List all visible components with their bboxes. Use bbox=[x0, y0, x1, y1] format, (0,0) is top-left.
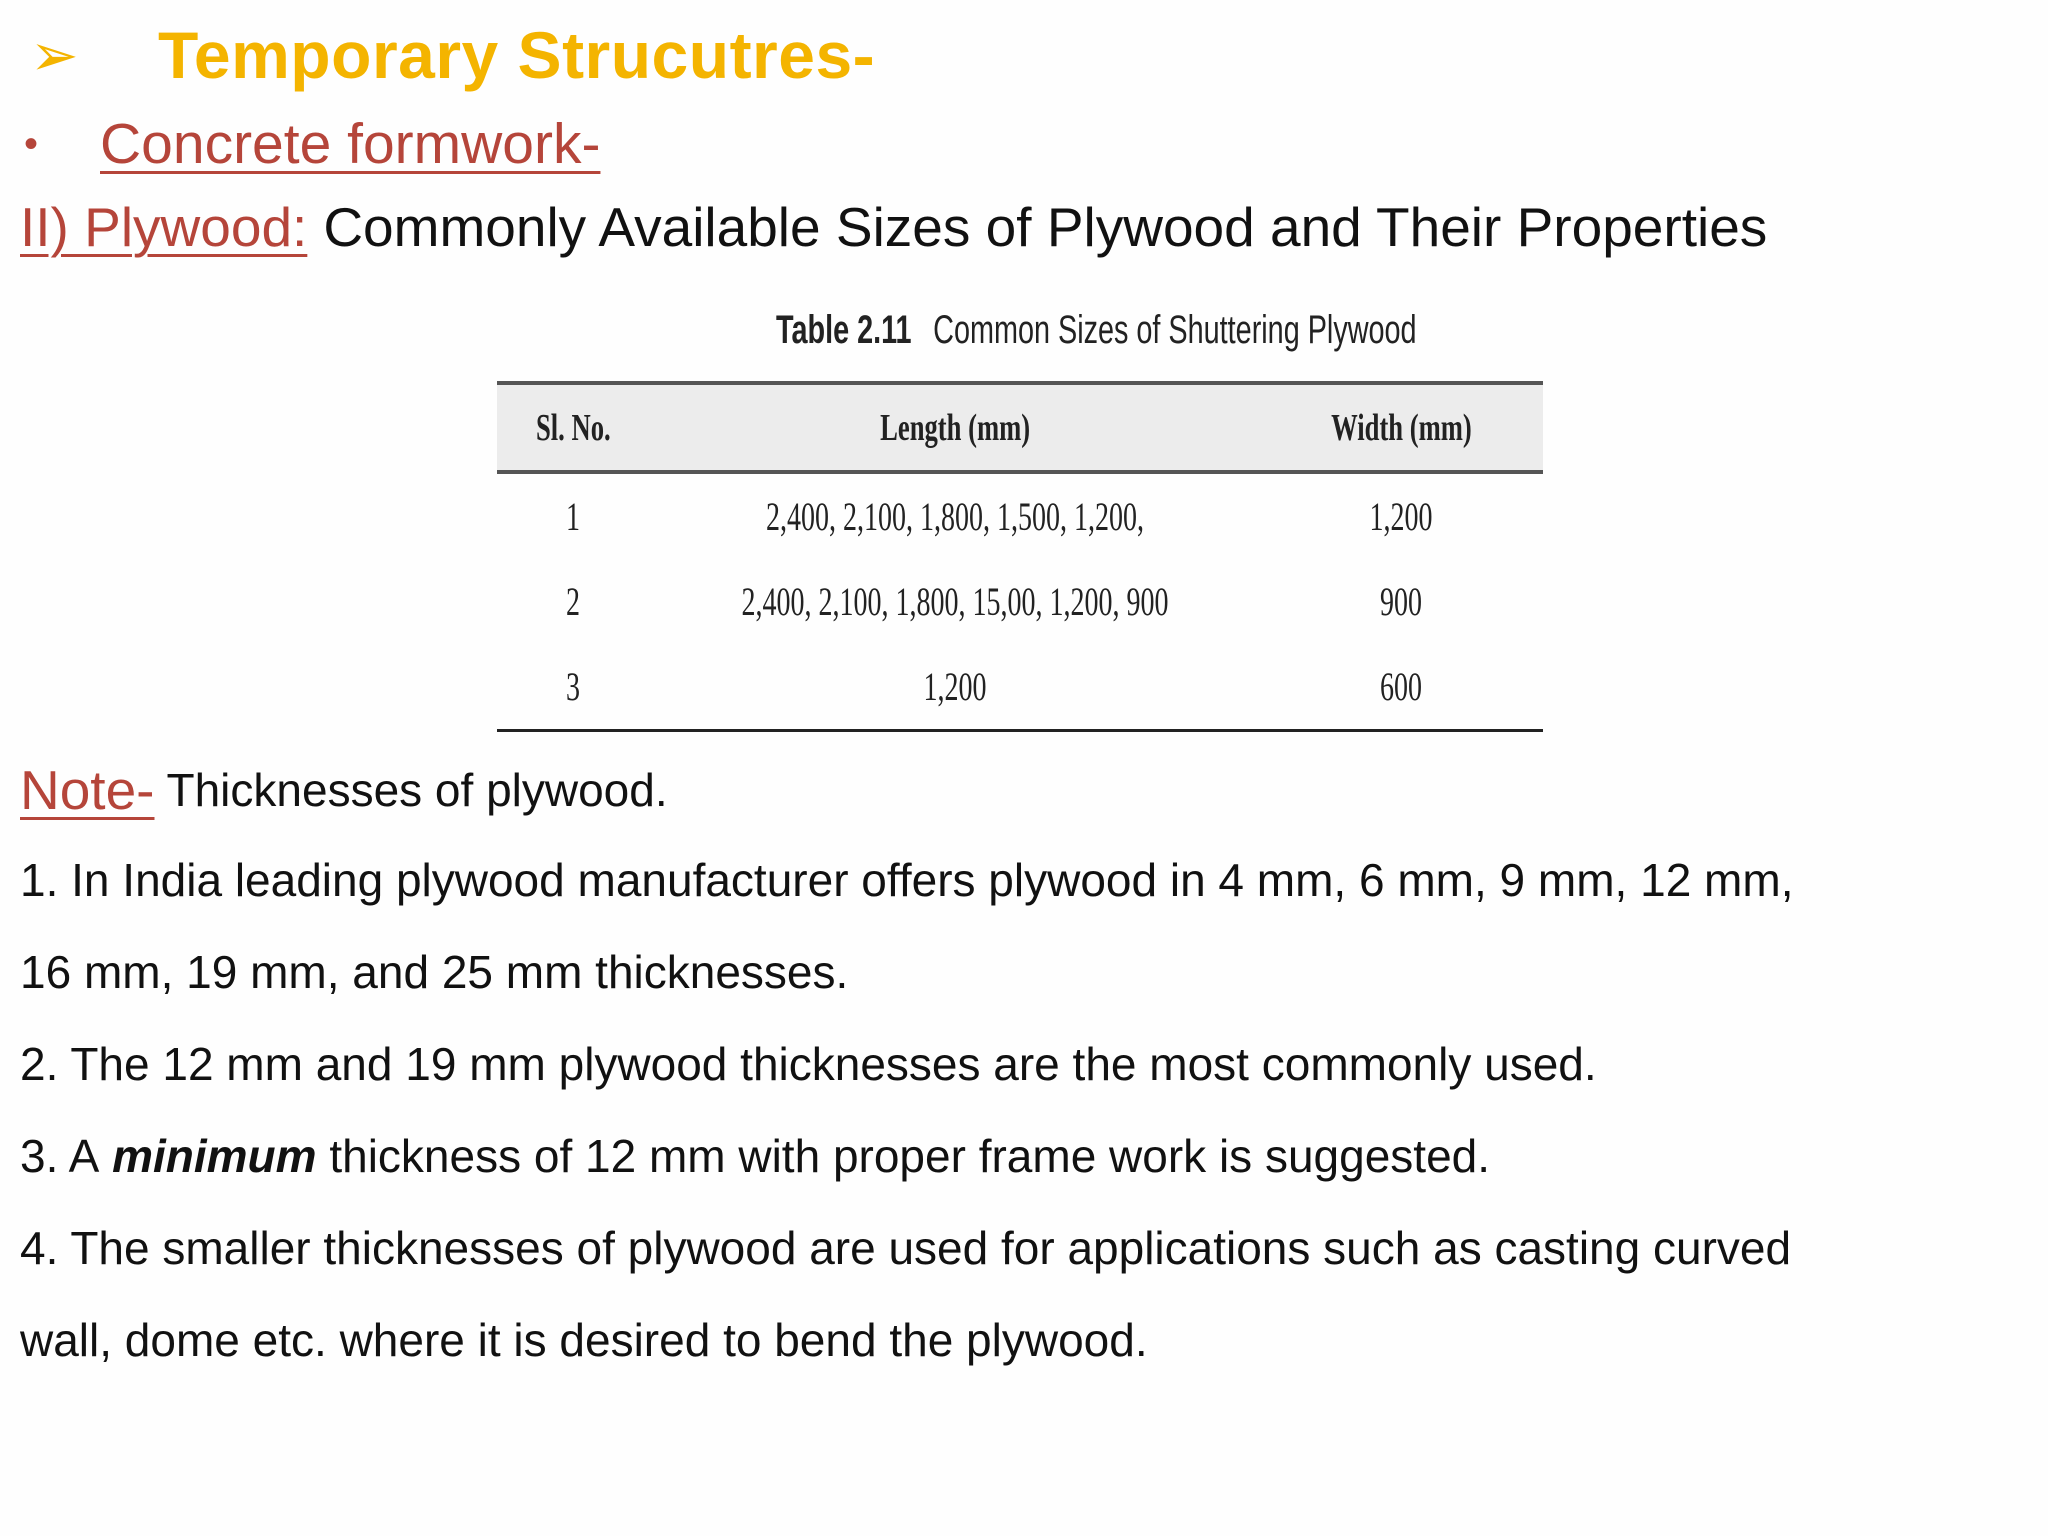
table-row bbox=[497, 644, 1543, 731]
bullet-text: Concrete formwork- bbox=[100, 112, 601, 176]
note-text: Thicknesses of plywood. bbox=[166, 764, 668, 816]
table-cell: 900 bbox=[1380, 579, 1423, 624]
plywood-table-container bbox=[497, 381, 1543, 732]
table-row bbox=[497, 559, 1543, 644]
subheading bbox=[20, 192, 1767, 262]
table-header-cell: Length (mm) bbox=[650, 383, 1260, 472]
arrow-bullet-icon: ➢ bbox=[30, 21, 79, 89]
point-3-prefix: 3. A bbox=[20, 1130, 100, 1182]
table-cell: 2,400, 2,100, 1,800, 1,500, 1,200, bbox=[765, 494, 1144, 539]
table-cell: 2,400, 2,100, 1,800, 15,00, 1,200, 900 bbox=[741, 579, 1169, 624]
point-1-line-1: 1. In India leading plywood manufacturer offers plywood in 4 mm, 6 mm, 9 mm, 12 mm, bbox=[20, 854, 1794, 906]
subheading-text: Commonly Available Sizes of Plywood and Their Properties bbox=[323, 196, 1768, 258]
table-cell: 600 bbox=[1260, 644, 1543, 731]
point-4-line-1: 4. The smaller thicknesses of plywood are used for applications such as casting curved bbox=[20, 1222, 1792, 1274]
bullet-dot-icon: • bbox=[24, 121, 39, 166]
table-cell: 1,200 bbox=[1369, 494, 1433, 539]
table-cell: 1 bbox=[566, 494, 581, 539]
table-header-row bbox=[497, 383, 1543, 472]
note bbox=[20, 752, 668, 828]
title-text: Temporary Strucutres- bbox=[158, 18, 876, 92]
point-4-line-2: wall, dome etc. where it is desired to bend the plywood. bbox=[20, 1314, 1148, 1366]
table-header-cell: Width (mm) bbox=[1260, 383, 1543, 472]
table-caption-title: Common Sizes of Shuttering Plywood bbox=[933, 307, 1417, 352]
point-3-emphasis: minimum bbox=[112, 1130, 317, 1182]
point-3 bbox=[20, 1124, 1490, 1188]
table-caption-number: Table 2.11 bbox=[776, 307, 912, 352]
table-cell: 3 bbox=[497, 644, 650, 731]
table-cell: 2 bbox=[566, 579, 581, 624]
slide-title bbox=[30, 10, 875, 100]
point-3-suffix: thickness of 12 mm with proper frame work is suggested. bbox=[329, 1130, 1491, 1182]
table-row bbox=[497, 472, 1543, 559]
subheading-label: II) Plywood: bbox=[20, 196, 308, 258]
point-2: 2. The 12 mm and 19 mm plywood thicknesses are the most commonly used. bbox=[20, 1038, 1597, 1090]
bullet-item bbox=[22, 106, 600, 182]
plywood-sizes-table bbox=[497, 381, 1543, 732]
table-cell: 1,200 bbox=[650, 644, 1260, 731]
table-header-cell: Sl. No. bbox=[497, 383, 650, 472]
point-1-line-2: 16 mm, 19 mm, and 25 mm thicknesses. bbox=[20, 946, 849, 998]
table-caption bbox=[776, 300, 1417, 360]
note-label: Note- bbox=[20, 759, 155, 821]
